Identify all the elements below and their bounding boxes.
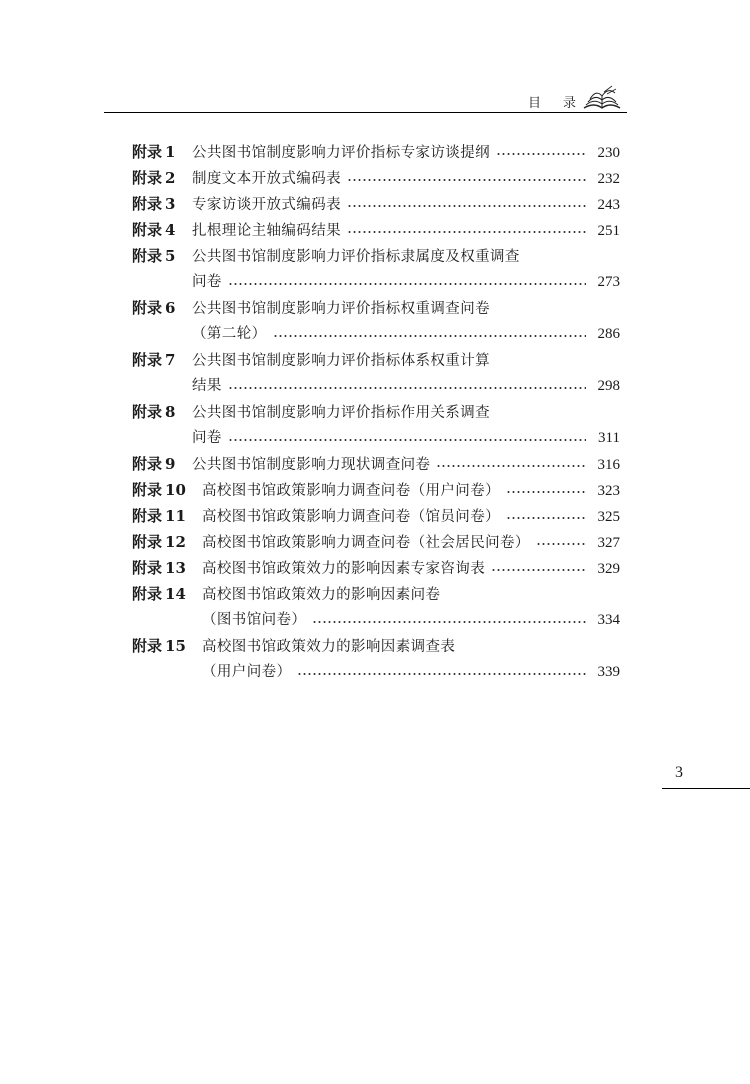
toc-label-text: 附录 xyxy=(132,559,163,577)
toc-entry-page: 316 xyxy=(597,457,620,473)
toc-entry-label xyxy=(132,581,202,607)
toc-label-number: 12 xyxy=(165,533,186,551)
toc-entry-line xyxy=(132,269,620,295)
toc-entry-line xyxy=(132,139,620,165)
toc-entry-label xyxy=(132,191,192,217)
page-number: 3 xyxy=(675,764,683,781)
toc-entry-page: 243 xyxy=(597,197,620,213)
dot-leader xyxy=(506,491,586,493)
toc-entry-title: 公共图书馆制度影响力评价指标体系权重计算 xyxy=(192,353,490,369)
toc-entry-title: 公共图书馆制度影响力评价指标隶属度及权重调查 xyxy=(192,249,520,265)
toc-entry-line xyxy=(132,659,620,685)
dot-leader xyxy=(228,387,586,389)
toc-entry-title: 问卷 xyxy=(192,430,222,446)
toc-entry-line xyxy=(132,451,620,477)
toc-entry-page: 251 xyxy=(597,223,620,239)
toc-entry-label xyxy=(132,451,192,477)
toc-entry-line xyxy=(132,165,620,191)
toc-entry-title: （用户问卷） xyxy=(202,664,292,680)
toc-label-text: 附录 xyxy=(132,585,163,603)
toc-entry[interactable] xyxy=(132,191,620,217)
dot-leader xyxy=(347,231,586,233)
toc-entry[interactable] xyxy=(132,165,620,191)
toc-entry-title: （第二轮） xyxy=(192,326,267,342)
toc-entry-title: 结果 xyxy=(192,378,222,394)
toc-entry-title: （图书馆问卷） xyxy=(202,612,307,628)
toc-entry-line xyxy=(132,529,620,555)
toc-entry[interactable] xyxy=(132,451,620,477)
toc-label-number: 7 xyxy=(165,351,176,369)
toc-label-number: 4 xyxy=(165,221,176,239)
toc-label-number: 9 xyxy=(165,455,176,473)
table-of-contents xyxy=(132,139,620,685)
toc-label-number: 15 xyxy=(165,637,186,655)
toc-entry-label xyxy=(132,477,202,503)
toc-entry-title: 制度文本开放式编码表 xyxy=(192,171,341,187)
toc-label-text: 附录 xyxy=(132,455,163,473)
toc-entry-label xyxy=(132,217,192,243)
toc-entry-page: 334 xyxy=(597,612,620,628)
dot-leader xyxy=(496,153,586,155)
toc-label-text: 附录 xyxy=(132,533,163,551)
toc-label-number: 11 xyxy=(165,507,186,525)
toc-entry[interactable] xyxy=(132,633,620,685)
toc-entry-title: 高校图书馆政策影响力调查问卷（用户问卷） xyxy=(202,483,500,499)
toc-entry-page: 286 xyxy=(597,326,620,342)
toc-entry-line xyxy=(132,295,620,321)
toc-label-text: 附录 xyxy=(132,481,163,499)
header-rule xyxy=(104,112,627,113)
dot-leader xyxy=(297,673,586,675)
header-title-char-2: 录 xyxy=(563,96,577,111)
toc-label-text: 附录 xyxy=(132,351,163,369)
toc-label-text: 附录 xyxy=(132,403,163,421)
toc-entry-title: 高校图书馆政策效力的影响因素问卷 xyxy=(202,587,441,603)
toc-entry-page: 323 xyxy=(597,483,620,499)
toc-entry-line xyxy=(132,217,620,243)
toc-label-text: 附录 xyxy=(132,507,163,525)
toc-entry-line xyxy=(132,555,620,581)
toc-label-number: 2 xyxy=(165,169,176,187)
toc-label-text: 附录 xyxy=(132,299,163,317)
toc-entry-line xyxy=(132,321,620,347)
toc-entry[interactable] xyxy=(132,295,620,347)
toc-entry-title: 专家访谈开放式编码表 xyxy=(192,197,341,213)
toc-entry-page: 339 xyxy=(597,664,620,680)
toc-entry-label xyxy=(132,503,202,529)
toc-entry-title: 高校图书馆政策影响力调查问卷（社会居民问卷） xyxy=(202,535,530,551)
toc-label-number: 3 xyxy=(165,195,176,213)
dot-leader xyxy=(536,543,586,545)
toc-entry-page: 325 xyxy=(597,509,620,525)
toc-entry-page: 329 xyxy=(597,561,620,577)
toc-entry[interactable] xyxy=(132,581,620,633)
toc-entry-page: 230 xyxy=(597,145,620,161)
dot-leader xyxy=(436,465,586,467)
toc-entry-line xyxy=(132,399,620,425)
open-book-icon xyxy=(582,84,622,112)
toc-entry-line xyxy=(132,633,620,659)
toc-entry-line xyxy=(132,347,620,373)
toc-entry-title: 高校图书馆政策影响力调查问卷（馆员问卷） xyxy=(202,509,500,525)
toc-entry-label xyxy=(132,139,192,165)
toc-label-number: 10 xyxy=(165,481,186,499)
toc-label-number: 13 xyxy=(165,559,186,577)
toc-label-text: 附录 xyxy=(132,169,163,187)
toc-entry[interactable] xyxy=(132,139,620,165)
dot-leader xyxy=(347,179,586,181)
toc-entry-title: 公共图书馆制度影响力评价指标权重调查问卷 xyxy=(192,301,490,317)
toc-entry-page: 311 xyxy=(598,430,620,446)
toc-entry-title: 高校图书馆政策效力的影响因素调查表 xyxy=(202,639,456,655)
dot-leader xyxy=(347,205,586,207)
toc-label-number: 1 xyxy=(165,143,176,161)
toc-entry-page: 327 xyxy=(597,535,620,551)
toc-entry-line xyxy=(132,243,620,269)
toc-entry[interactable] xyxy=(132,243,620,295)
toc-entry-label xyxy=(132,633,202,659)
running-header xyxy=(528,92,576,111)
toc-entry[interactable] xyxy=(132,529,620,555)
toc-entry[interactable] xyxy=(132,503,620,529)
toc-entry[interactable] xyxy=(132,217,620,243)
toc-entry-title: 公共图书馆制度影响力评价指标作用关系调查 xyxy=(192,405,490,421)
toc-entry-label xyxy=(132,165,192,191)
dot-leader xyxy=(491,569,586,571)
dot-leader xyxy=(273,335,587,337)
toc-label-number: 14 xyxy=(165,585,186,603)
toc-label-text: 附录 xyxy=(132,637,163,655)
dot-leader xyxy=(228,283,586,285)
toc-entry-title: 扎根理论主轴编码结果 xyxy=(192,223,341,239)
header-title-char-1: 目 xyxy=(528,96,542,111)
toc-label-text: 附录 xyxy=(132,143,163,161)
toc-entry-title: 问卷 xyxy=(192,274,222,290)
toc-entry-page: 298 xyxy=(597,378,620,394)
toc-entry-line xyxy=(132,191,620,217)
toc-entry-label xyxy=(132,555,202,581)
toc-entry[interactable] xyxy=(132,347,620,399)
toc-entry-title: 公共图书馆制度影响力评价指标专家访谈提纲 xyxy=(192,145,490,161)
toc-entry-line xyxy=(132,373,620,399)
dot-leader xyxy=(228,439,586,441)
toc-entry-label xyxy=(132,529,202,555)
toc-entry[interactable] xyxy=(132,555,620,581)
toc-entry-line xyxy=(132,477,620,503)
toc-entry-page: 232 xyxy=(597,171,620,187)
toc-label-text: 附录 xyxy=(132,221,163,239)
toc-entry[interactable] xyxy=(132,399,620,451)
toc-entry-line xyxy=(132,503,620,529)
toc-entry-title: 高校图书馆政策效力的影响因素专家咨询表 xyxy=(202,561,486,577)
toc-entry-label xyxy=(132,243,192,269)
footer-rule xyxy=(662,788,750,789)
toc-entry-line xyxy=(132,425,620,451)
toc-entry-label xyxy=(132,399,192,425)
toc-entry-label xyxy=(132,295,192,321)
dot-leader xyxy=(506,517,586,519)
toc-entry[interactable] xyxy=(132,477,620,503)
toc-entry-label xyxy=(132,347,192,373)
toc-entry-line xyxy=(132,607,620,633)
toc-label-number: 6 xyxy=(165,299,176,317)
toc-label-text: 附录 xyxy=(132,195,163,213)
dot-leader xyxy=(312,621,586,623)
toc-entry-page: 273 xyxy=(597,274,620,290)
toc-label-number: 8 xyxy=(165,403,176,421)
toc-label-number: 5 xyxy=(165,247,176,265)
toc-entry-title: 公共图书馆制度影响力现状调查问卷 xyxy=(192,457,431,473)
toc-entry-line xyxy=(132,581,620,607)
toc-label-text: 附录 xyxy=(132,247,163,265)
